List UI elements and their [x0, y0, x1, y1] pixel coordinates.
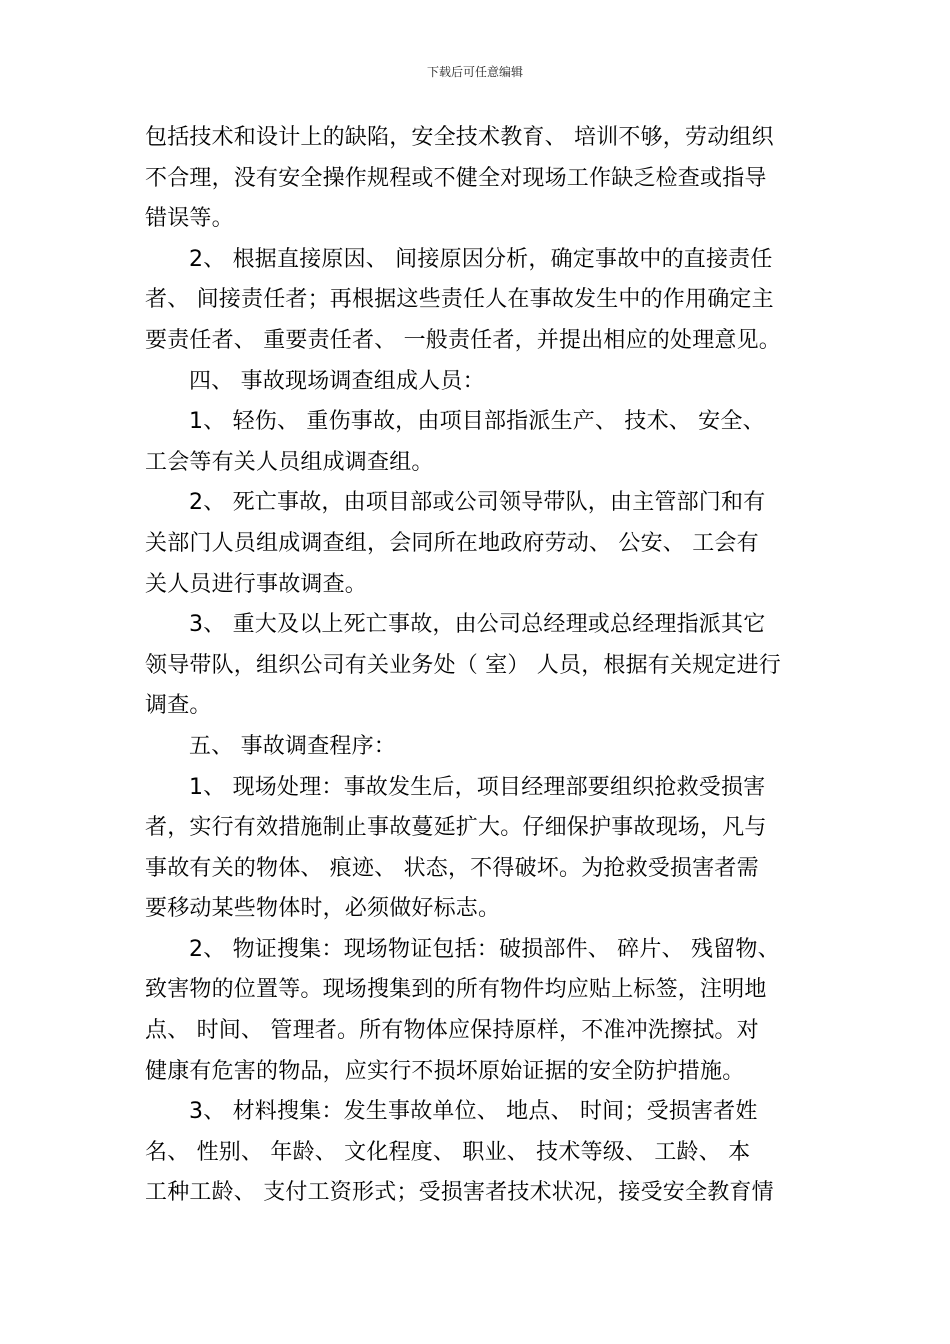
page-header: 下载后可任意编辑 [426, 65, 523, 79]
text-line: 要责任者、 重要责任者、 一般责任者，并提出相应的处理意见。 [145, 327, 781, 353]
text-line: 者，实行有效措施制止事故蔓延扩大。仔细保护事故现场，凡与 [145, 815, 767, 841]
text-line: 四、 事故现场调查组成人员： [189, 368, 485, 394]
text-line: 错误等。 [145, 206, 234, 232]
text-line: 事故有关的物体、 痕迹、 状态，不得破坏。为抢救受损害者需 [145, 855, 759, 881]
text-line: 关人员进行事故调查。 [145, 571, 368, 597]
text-line: 者、 间接责任者；再根据这些责任人在事故发生中的作用确定主 [145, 287, 774, 313]
text-line: 领导带队，组织公司有关业务处（ 室） 人员，根据有关规定进行 [145, 652, 781, 678]
text-line: 名、 性别、 年龄、 文化程度、 职业、 技术等级、 工龄、 本 [145, 1139, 751, 1165]
text-line: 点、 时间、 管理者。所有物体应保持原样，不准冲洗擦拭。对 [145, 1018, 759, 1044]
text-line: 2、 死亡事故，由项目部或公司领导带队，由主管部门和有 [189, 490, 766, 516]
text-line: 2、 根据直接原因、 间接原因分析，确定事故中的直接责任 [189, 246, 773, 272]
text-line: 要移动某些物体时，必须做好标志。 [145, 896, 501, 922]
text-line: 工会等有关人员组成调查组。 [145, 449, 434, 475]
text-line: 3、 材料搜集：发生事故单位、 地点、 时间；受损害者姓 [189, 1099, 758, 1125]
text-line: 五、 事故调查程序： [189, 733, 396, 759]
text-line: 调查。 [145, 693, 212, 719]
text-line: 1、 现场处理：事故发生后，项目经理部要组织抢救受损害 [189, 774, 766, 800]
text-line: 致害物的位置等。现场搜集到的所有物件均应贴上标签，注明地 [145, 977, 767, 1003]
text-line: 不合理，没有安全操作规程或不健全对现场工作缺乏检查或指导 [145, 165, 767, 191]
text-line: 2、 物证搜集：现场物证包括：破损部件、 碎片、 残留物、 [189, 936, 780, 962]
document-body [145, 118, 815, 1214]
text-line: 3、 重大及以上死亡事故，由公司总经理或总经理指派其它 [189, 612, 766, 638]
text-line: 健康有危害的物品，应实行不损坏原始证据的安全防护措施。 [145, 1058, 745, 1084]
text-line: 1、 轻伤、 重伤事故，由项目部指派生产、 技术、 安全、 [189, 409, 765, 435]
text-line: 关部门人员组成调查组，会同所在地政府劳动、 公安、 工会有 [145, 530, 759, 556]
text-line: 包括技术和设计上的缺陷，安全技术教育、 培训不够，劳动组织 [145, 125, 774, 150]
text-line: 工种工龄、 支付工资形式；受损害者技术状况，接受安全教育情 [145, 1180, 774, 1206]
